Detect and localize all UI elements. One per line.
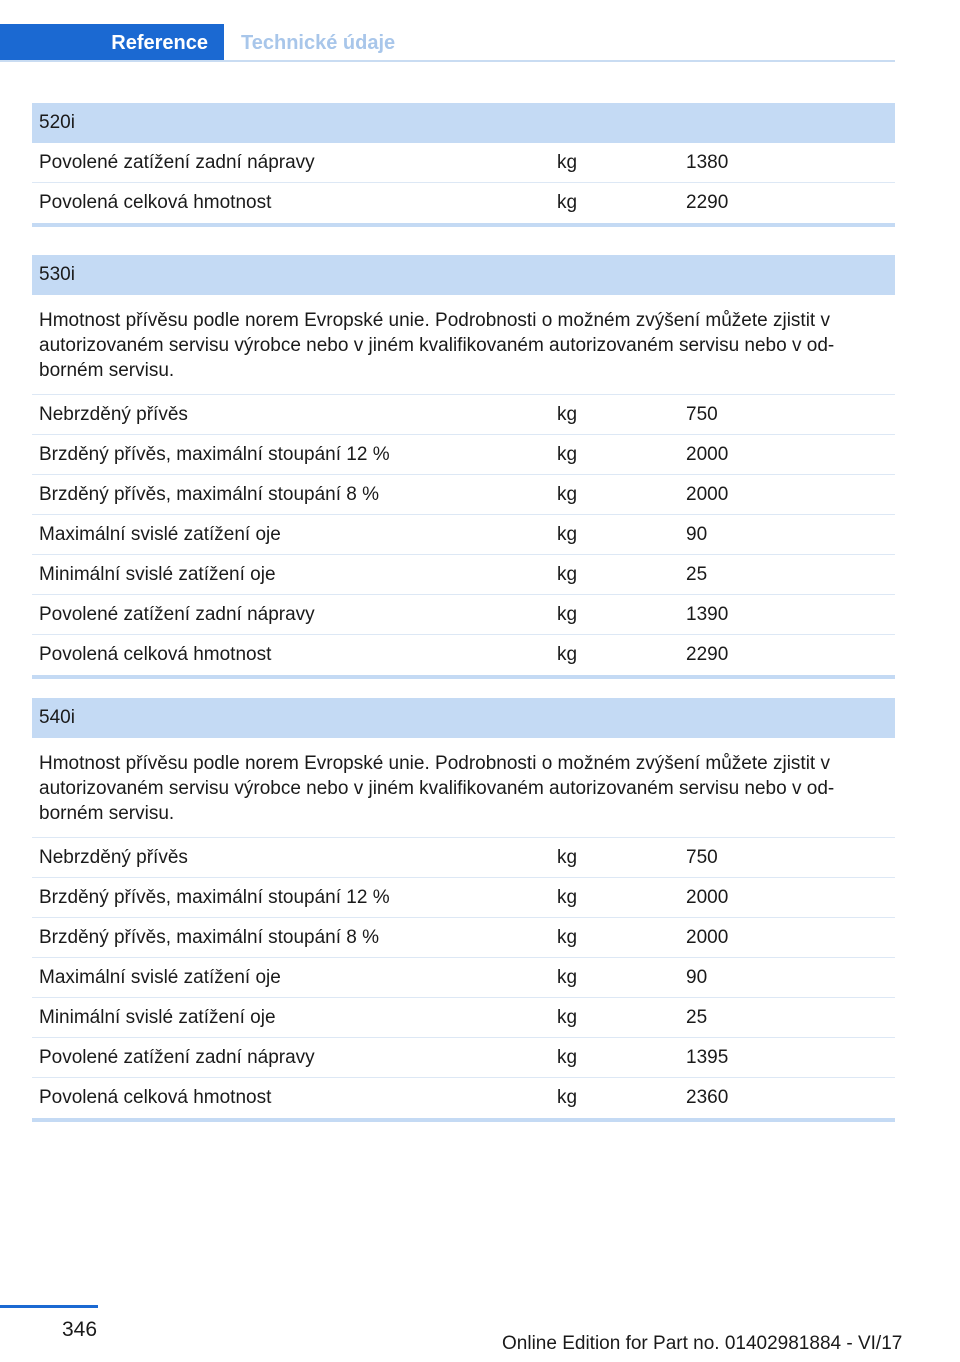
row-unit: kg xyxy=(557,927,578,948)
footer-rule xyxy=(0,1305,98,1308)
row-value: 750 xyxy=(686,404,718,425)
row-label: Brzděný přívěs, maximální stoupání 12 % xyxy=(39,444,390,465)
table-row xyxy=(32,435,895,475)
row-value: 2290 xyxy=(686,192,729,213)
header-rule xyxy=(0,60,895,62)
row-label: Brzděný přívěs, maximální stoupání 12 % xyxy=(39,887,390,908)
table-row xyxy=(32,958,895,998)
row-label: Minimální svislé zatížení oje xyxy=(39,564,276,585)
row-unit: kg xyxy=(557,564,578,585)
row-label: Nebrzděný přívěs xyxy=(39,847,188,868)
table-row xyxy=(32,1038,895,1078)
row-unit: kg xyxy=(557,152,578,173)
table-row xyxy=(32,555,895,595)
spec-table-520i xyxy=(32,103,895,227)
row-value: 1395 xyxy=(686,1047,729,1068)
row-unit: kg xyxy=(557,604,578,625)
table-title: 520i xyxy=(32,103,895,143)
table-row xyxy=(32,635,895,675)
row-unit: kg xyxy=(557,1007,578,1028)
row-unit: kg xyxy=(557,484,578,505)
row-unit: kg xyxy=(557,967,578,988)
table-title: 540i xyxy=(32,698,895,738)
row-unit: kg xyxy=(557,524,578,545)
table-row xyxy=(32,1078,895,1118)
table-title: 530i xyxy=(32,255,895,295)
table-note: Hmotnost přívěsu podle norem Evropské unie. Podrobnosti o možném zvýšení můžete zjistit v autorizovaném servisu výrobce nebo v jiném kvalifikovaném autorizovaném servisu nebo v od‐ borném servisu. xyxy=(32,295,895,395)
spec-table-530i xyxy=(32,255,895,679)
row-label: Povolené zatížení zadní nápravy xyxy=(39,152,315,173)
chapter-tab-technical-data: Technické údaje xyxy=(241,32,396,54)
row-value: 90 xyxy=(686,967,708,988)
table-row xyxy=(32,998,895,1038)
section-tab-reference: Reference xyxy=(0,24,224,62)
table-row xyxy=(32,183,895,223)
table-row xyxy=(32,838,895,878)
row-label: Povolená celková hmotnost xyxy=(39,644,272,665)
row-value: 2000 xyxy=(686,887,729,908)
row-unit: kg xyxy=(557,1087,578,1108)
row-value: 90 xyxy=(686,524,708,545)
row-unit: kg xyxy=(557,847,578,868)
row-value: 2000 xyxy=(686,484,729,505)
row-label: Brzděný přívěs, maximální stoupání 8 % xyxy=(39,484,380,505)
row-label: Povolená celková hmotnost xyxy=(39,192,272,213)
row-label: Povolená celková hmotnost xyxy=(39,1087,272,1108)
table-row xyxy=(32,475,895,515)
table-row xyxy=(32,143,895,183)
row-value: 25 xyxy=(686,564,708,585)
row-value: 2290 xyxy=(686,644,729,665)
row-label: Povolené zatížení zadní nápravy xyxy=(39,604,315,625)
row-value: 750 xyxy=(686,847,718,868)
row-value: 1390 xyxy=(686,604,729,625)
page-header xyxy=(0,24,895,62)
row-label: Povolené zatížení zadní nápravy xyxy=(39,1047,315,1068)
row-unit: kg xyxy=(557,1047,578,1068)
row-unit: kg xyxy=(557,887,578,908)
table-row xyxy=(32,918,895,958)
table-row xyxy=(32,515,895,555)
row-value: 2360 xyxy=(686,1087,729,1108)
table-note: Hmotnost přívěsu podle norem Evropské unie. Podrobnosti o možném zvýšení můžete zjistit v autorizovaném servisu výrobce nebo v jiném kvalifikovaném autorizovaném servisu nebo v od‐ borném servisu. xyxy=(32,738,895,838)
row-label: Brzděný přívěs, maximální stoupání 8 % xyxy=(39,927,380,948)
row-value: 1380 xyxy=(686,152,729,173)
table-row xyxy=(32,395,895,435)
spec-table-540i xyxy=(32,698,895,1122)
edition-text: Online Edition for Part no. 01402981884 - VI/17 xyxy=(502,1333,903,1354)
row-label: Maximální svislé zatížení oje xyxy=(39,524,281,545)
page-number: 346 xyxy=(62,1318,98,1341)
row-value: 2000 xyxy=(686,444,729,465)
row-label: Maximální svislé zatížení oje xyxy=(39,967,281,988)
row-unit: kg xyxy=(557,644,578,665)
row-unit: kg xyxy=(557,192,578,213)
row-unit: kg xyxy=(557,404,578,425)
table-row xyxy=(32,878,895,918)
row-value: 25 xyxy=(686,1007,708,1028)
table-row xyxy=(32,595,895,635)
row-unit: kg xyxy=(557,444,578,465)
row-label: Nebrzděný přívěs xyxy=(39,404,188,425)
row-label: Minimální svislé zatížení oje xyxy=(39,1007,276,1028)
row-value: 2000 xyxy=(686,927,729,948)
